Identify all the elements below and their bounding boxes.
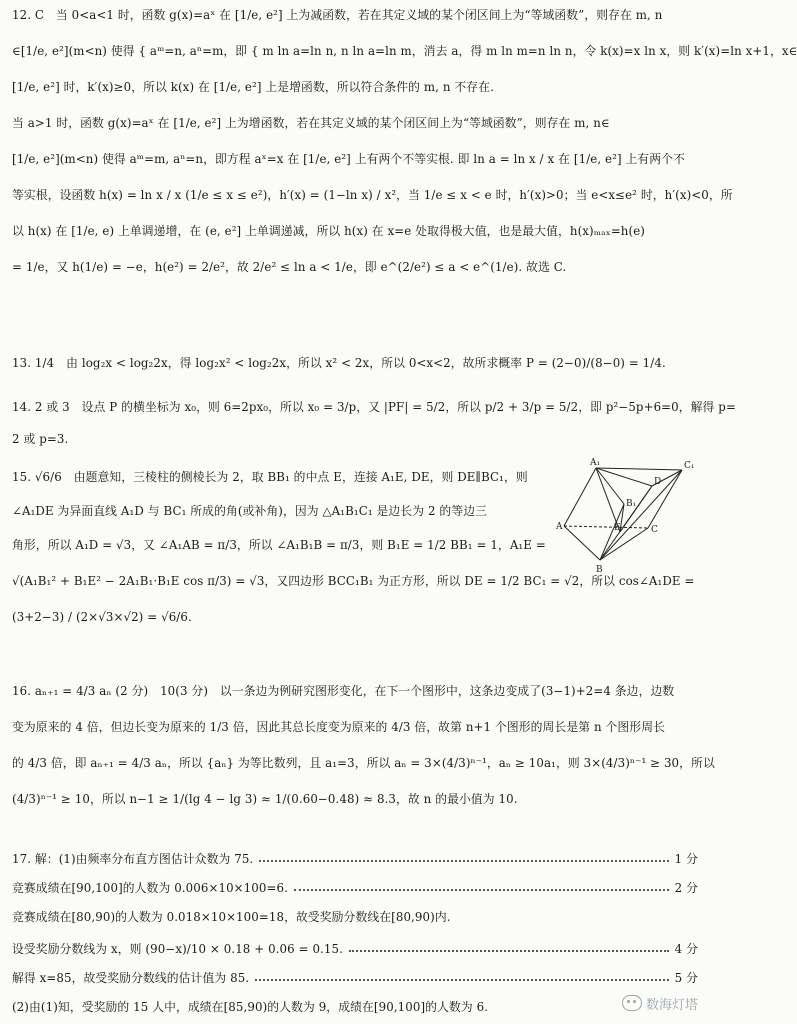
q16-line: 的 4/3 倍，即 aₙ₊₁ = 4/3 aₙ，所以 {aₙ} 为等比数列，且 a₁=3，所以 aₙ = 3×(4/3)ⁿ⁻¹，aₙ ≥ 10a₁，则 3×(4/3)ⁿ⁻¹ ≥ 30，所以: [12, 756, 715, 770]
q17-row-score: 5 分: [674, 971, 698, 985]
q17-row: [12, 881, 698, 895]
prism-figure-svg: [556, 456, 700, 576]
q16-line: (4/3)ⁿ⁻¹ ≥ 10，所以 n−1 ≥ 1/(lg 4 − lg 3) ≈ 1/(0.60−0.48) ≈ 8.3，故 n 的最小值为 10.: [12, 792, 518, 806]
q17-row-text: 17. 解：(1)由频率分布直方图估计众数为 75.: [12, 852, 254, 866]
q14-block: [12, 400, 736, 446]
q12-line: [1/e, e²] 时，k′(x)≥0，所以 k(x) 在 [1/e, e²] 上是增函数，所以符合条件的 m, n 不存在.: [12, 80, 494, 94]
q13-block: [12, 356, 698, 370]
q13-line: 13. 1/4 由 log₂x < log₂2x，得 log₂x² < log₂2x，所以 x² < 2x，所以 0<x<2，故所求概率 P = (2−0)/(8−0) = 1/4.: [12, 356, 666, 370]
wechat-icon: [622, 995, 642, 1011]
q15-line: 角形，所以 A₁D = √3，又 ∠A₁AB = π/3，所以 ∠A₁B₁B = π/3，则 B₁E = 1/2 BB₁ = 1，A₁E =: [12, 538, 546, 552]
label-B: B: [596, 565, 603, 575]
q12-block: [12, 8, 797, 274]
q12-line: 当 a>1 时，函数 g(x)=aˣ 在 [1/e, e²] 上为增函数，若在其定义域的某个闭区间上为“等域函数”，则存在 m, n∈: [12, 116, 610, 130]
q15-line: 15. √6/6 由题意知，三棱柱的侧棱长为 2，取 BB₁ 的中点 E，连接 A₁E, DE，则 DE∥BC₁，则: [12, 470, 528, 484]
label-C1: C₁: [684, 461, 695, 471]
watermark-text: 数海灯塔: [645, 997, 698, 1013]
q17-row-text: 竞赛成绩在[90,100]的人数为 0.006×10×100=6.: [12, 881, 288, 895]
q15-line: √(A₁B₁² + B₁E² − 2A₁B₁·B₁E cos π/3) = √3，又四边形 BCC₁B₁ 为正方形，所以 DE = 1/2 BC₁ = √2，所以 cos∠A₁DE =: [12, 574, 695, 588]
q15-line: ∠A₁DE 为异面直线 A₁D 与 BC₁ 所成的角(或补角)，因为 △A₁B₁C₁ 是边长为 2 的等边三: [12, 504, 488, 518]
q12-line: 等实根，设函数 h(x) = ln x / x (1/e ≤ x ≤ e²)，h′(x) = (1−ln x) / x²，当 1/e ≤ x < e 时，h′(x)>0；当 e<x≤e² 时，h′(x)<0，所: [12, 188, 733, 202]
q14-line: 14. 2 或 3 设点 P 的横坐标为 x₀，则 6=2px₀，所以 x₀ = 3/p，又 |PF| = 5/2，所以 p/2 + 3/p = 5/2，即 p²−5p+6=0，解得 p=: [12, 400, 736, 414]
q17-row-score: 1 分: [674, 852, 698, 866]
label-B1: B₁: [626, 499, 637, 509]
q17-row-score: 2 分: [674, 881, 698, 895]
q12-line: = 1/e，又 h(1/e) = −e，h(e²) = 2/e²，故 2/e² ≤ ln a < 1/e，即 e^(2/e²) ≤ a < e^(1/e). 故选 C.: [12, 260, 567, 274]
leader-dots: [255, 979, 668, 981]
q17-line: 竞赛成绩在[80,90)的人数为 0.018×10×100=18，故受奖励分数线在[80,90)内.: [12, 910, 451, 924]
q16-line: 变为原来的 4 倍，但边长变为原来的 1/3 倍，因此其总长度变为原来的 4/3 倍，故第 n+1 个图形的周长是第 n 个图形周长: [12, 720, 666, 734]
q12-line: 以 h(x) 在 [1/e, e) 上单调递增，在 (e, e²] 上单调递减，所以 h(x) 在 x=e 处取得极大值，也是最大值，h(x)ₘₐₓ=h(e): [12, 224, 645, 238]
q17-row-score: 4 分: [674, 942, 698, 956]
q17-row: [12, 852, 698, 866]
q17-block: [12, 848, 698, 1014]
q17-row-text: 设受奖励分数线为 x，则 (90−x)/10 × 0.18 + 0.06 = 0.15.: [12, 942, 343, 956]
leader-dots: [349, 950, 669, 952]
q14-line: 2 或 p=3.: [12, 432, 69, 446]
q16-line: 16. aₙ₊₁ = 4/3 aₙ (2 分) 10(3 分) 以一条边为例研究图形变化，在下一个图形中，这条边变成了(3−1)+2=4 条边，边数: [12, 684, 675, 698]
q12-line: 12. C 当 0<a<1 时，函数 g(x)=aˣ 在 [1/e, e²] 上为减函数，若在其定义域的某个闭区间上为“等域函数”，则存在 m, n: [12, 8, 663, 22]
label-D: D: [654, 477, 662, 487]
label-A1: A₁: [590, 458, 601, 468]
prism-figure: [556, 456, 700, 576]
q17-line: (2)由(1)知，受奖励的 15 人中，成绩在[85,90)的人数为 9，成绩在[90,100]的人数为 6.: [12, 1000, 489, 1014]
q17-row-text: 解得 x=85，故受奖励分数线的估计值为 85.: [12, 971, 250, 985]
q15-line: (3+2−3) / (2×√3×√2) = √6/6.: [12, 610, 192, 624]
leader-dots: [259, 860, 668, 862]
q12-line: ∈[1/e, e²](m<n) 使得 { aᵐ=n, aⁿ=m，即 { m ln a=ln n, n ln a=ln m，消去 a，得 m ln m=n ln n，令 k(x)=x ln x，则 k′(x)=ln x+1，x∈: [12, 44, 797, 58]
q17-row: [12, 971, 698, 985]
label-E: E: [614, 523, 621, 533]
label-C: C: [651, 525, 658, 535]
q12-line: [1/e, e²](m<n) 使得 aᵐ=m, aⁿ=n，即方程 aˣ=x 在 [1/e, e²] 上有两个不等实根. 即 ln a = ln x / x 在 [1/e, e²] 上有两个不: [12, 152, 686, 166]
leader-dots: [294, 889, 669, 891]
q17-row: [12, 942, 698, 956]
label-A: A: [556, 522, 563, 532]
q16-block: [12, 684, 715, 806]
watermark: [622, 992, 698, 1014]
